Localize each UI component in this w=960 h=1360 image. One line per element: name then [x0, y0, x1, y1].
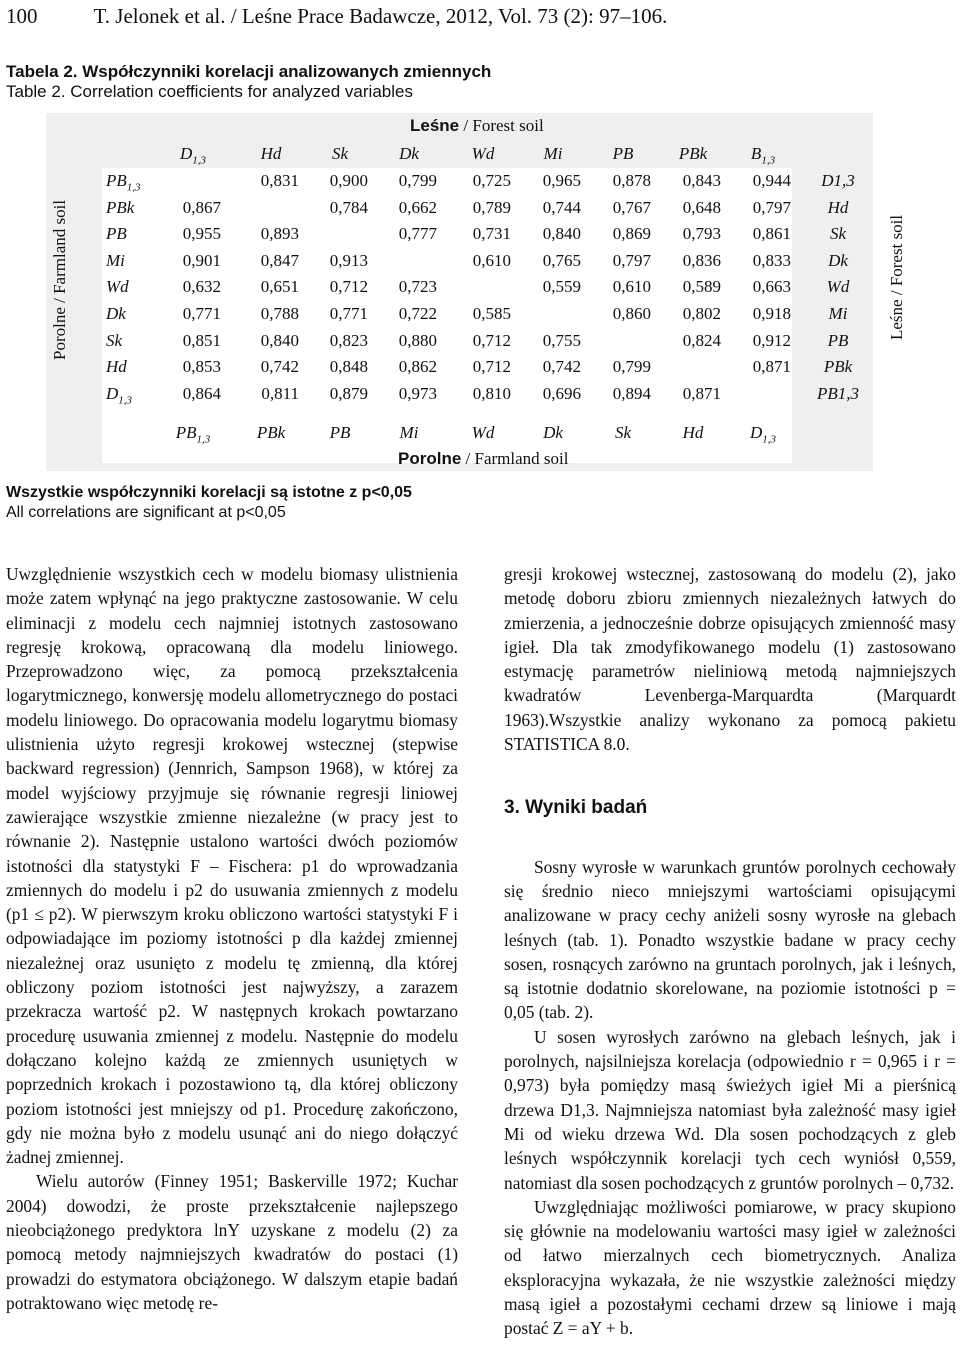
column-header-bottom: PB	[329, 423, 351, 442]
table-cell: 0,651	[260, 277, 299, 297]
table-cell: 0,742	[542, 357, 581, 377]
page-number: 100	[6, 4, 38, 28]
table-cell: 0,662	[398, 197, 437, 217]
table-cell: 0,777	[398, 224, 437, 244]
column-header-top: PB	[612, 144, 634, 163]
table-cell: 0,799	[612, 357, 651, 377]
column-header-top: $B_{1,3}$	[750, 144, 776, 167]
table-cell: 0,723	[398, 277, 437, 297]
row-label-right: D1,3	[821, 171, 855, 190]
row-label-left: $PB_{1,3}$	[106, 171, 141, 194]
left-text-column	[6, 562, 458, 1315]
row-label-right: PBk	[823, 357, 853, 377]
table-cell: 0,900	[329, 171, 368, 190]
row-label-left: PBk	[106, 197, 135, 217]
forest-soil-title: Leśne / Forest soil	[410, 116, 544, 135]
table-cell: 0,559	[542, 277, 581, 297]
table-cell: 0,663	[752, 277, 791, 297]
table-cell: 0,955	[182, 224, 221, 244]
row-label-left: $D_{1,3}$	[106, 383, 133, 407]
table-cell: 0,836	[682, 250, 721, 270]
table-cell: 0,771	[182, 304, 221, 323]
table-cell: 0,585	[472, 304, 511, 323]
column-header-top: Mi	[543, 144, 563, 163]
table-cell: 0,973	[398, 383, 437, 403]
table-caption-en: Table 2. Correlation coefficients for analyzed variables	[6, 82, 413, 101]
paragraph: Uwzględniając możliwości pomiarowe, w pracy skupiono się głównie na modelowaniu wartości masy igieł w zależności od łatwo mierzalnych cech biometrycznych. Analiza eksploracyjna wykazała, że nie wszystkie zależności między masą igieł a pozostałymi cechami drzew są liniowe i mają postać Z = aY + b.	[504, 1196, 956, 1339]
column-header-bottom: PBk	[256, 423, 286, 442]
row-label-left: Hd	[106, 357, 127, 377]
table-cell: 0,712	[329, 277, 368, 297]
table-cell: 0,848	[329, 357, 368, 377]
row-label-left: PB	[106, 224, 127, 244]
table-cell: 0,893	[260, 224, 299, 244]
table-cell: 0,879	[329, 383, 368, 403]
paragraph: U sosen wyrosłych zarówno na glebach leśnych, jak i porolnych, najsilniejsza korelacja (odpowiednio r = 0,965 i r = 0,973) była pomiędzy masą świeżych igieł Mi a pierśnicą drzewa D1,3. Najmniejsza natomiast była zależność masy igieł Mi od wieku drzewa Wd. Dla sosen pochodzących z gleb leśnych współczynnik korelacji tych cech wyniósł 0,559, natomiast dla sosen pochodzących z gruntów porolnych – 0,732.	[504, 1026, 956, 1193]
row-label-right: Dk	[828, 250, 848, 270]
table-cell: 0,871	[752, 357, 791, 377]
table-cell: 0,944	[752, 171, 791, 190]
table-cell: 0,840	[542, 224, 581, 244]
column-header-bottom: Dk	[543, 423, 563, 442]
column-header-top: Wd	[471, 144, 495, 163]
paragraph: Sosny wyrosłe w warunkach gruntów porolnych cechowały się średnio nieco mniejszymi wartościami opisującymi analizowane w pracy cechy aniżeli sosny wyrosłe na glebach leśnych (tab. 1). Ponadto wszystkie badane w pracy cechy sosen, rosnących zarówno na gruntach porolnych, jak i leśnych, są istotnie dodatnio skorelowane, na poziomie istotności p = 0,05 (tab. 2).	[504, 856, 956, 1023]
forest-side-label: Leśne / Forest soil	[887, 214, 906, 340]
table-cell: 0,913	[329, 250, 368, 270]
running-header	[6, 4, 667, 29]
table-cell: 0,797	[752, 197, 791, 217]
table-cell: 0,811	[261, 383, 299, 403]
table-cell: 0,810	[472, 383, 511, 403]
paragraph: Uwzględnienie wszystkich cech w modelu biomasy ulistnienia może zatem wpłynąć na jego praktyczne zastosowanie. W celu eliminacji z modelu cech najmniej istotnych zastosowano regresję krokową, opracowaną dla modelu liniowego. Przeprowadzono więc, za pomocą przekształcenia logarytmicznego, konwersję modelu allometrycznego do postaci modelu liniowego. Do opracowania modelu logarytmu biomasy ulistnienia użyto regresji krokowej wstecznej (stepwise backward regression) (Jennrich, Sampson 1968), w której za model wyjściowy przyjmuje się równanie regresji liniowej zawierające wszystkie zmienne niezależne (w pracy jest to równanie 2). Następnie ustalono wartości dwóch poziomów istotności dla statystyki F – Fischera: p1 do wprowadzania zmiennych do modelu i p2 do usuwania zmiennych z modelu (p1 ≤ p2). W pierwszym kroku obliczono wartości statystyki F i odpowiadające im poziomy istotności p dla każdej zmiennej niezależnej oraz usunięto z modelu tę zmienną, dla której obliczony poziom istotności jest najwyższy, a zarazem przekracza wartość p2. W następnych krokach powtarzano procedurę usuwania zmiennej z modelu. Następnie do modelu dołączano kolejno każdą ze zmiennych usuniętych w poprzednich krokach i pozostawiono tą, dla której obliczony poziom istotności jest mniejszy od p1. Procedurę zakończono, gdy nie można było z modelu usunąć ani do niego dołączyć żadnej zmiennej.	[6, 564, 458, 1168]
table-cell: 0,793	[682, 224, 721, 244]
farmland-soil-title: Porolne / Farmland soil	[398, 449, 569, 468]
table-cell: 0,831	[260, 171, 299, 190]
row-label-right: Sk	[829, 224, 847, 244]
table-note-pl: Wszystkie współczynniki korelacji są istotne z p<0,05	[6, 484, 412, 501]
table-cell: 0,789	[472, 197, 511, 217]
table-cell: 0,824	[682, 330, 721, 350]
column-header-bottom: Wd	[471, 423, 495, 442]
table-cell: 0,771	[329, 304, 368, 323]
column-header-top: PBk	[678, 144, 708, 163]
table-cell: 0,840	[260, 330, 299, 350]
table-cell: 0,755	[542, 330, 581, 350]
column-header-top: Sk	[331, 144, 349, 163]
column-header-top: Hd	[260, 144, 282, 163]
table-cell: 0,853	[182, 357, 221, 377]
table-cell: 0,869	[612, 224, 651, 244]
table-cell: 0,833	[752, 250, 791, 270]
table-cell: 0,965	[542, 171, 581, 190]
table-cell: 0,589	[682, 277, 721, 297]
table-cell: 0,860	[612, 304, 651, 323]
table-cell: 0,731	[472, 224, 511, 244]
column-header-bottom: Hd	[682, 423, 704, 442]
table-cell: 0,901	[182, 250, 221, 270]
table-cell: 0,851	[182, 330, 221, 350]
row-label-right: PB	[827, 330, 849, 350]
row-label-right: Wd	[826, 277, 850, 297]
table-cell: 0,610	[612, 277, 651, 297]
table-cell: 0,823	[329, 330, 368, 350]
table-cell: 0,799	[398, 171, 437, 190]
row-label-left: Wd	[106, 277, 129, 297]
table-cell: 0,880	[398, 330, 437, 350]
column-header-top: $D_{1,3}$	[179, 144, 207, 167]
table-cell: 0,765	[542, 250, 581, 270]
table-cell: 0,894	[612, 383, 651, 403]
row-label-right: Mi	[828, 304, 848, 323]
table-cell: 0,712	[472, 357, 511, 377]
table-caption-pl: Tabela 2. Współczynniki korelacji analizowanych zmiennych	[6, 62, 492, 81]
table-cell: 0,918	[752, 304, 791, 323]
column-header-bottom: Mi	[399, 423, 419, 442]
row-label-right: PB1,3	[816, 383, 860, 403]
table-cell: 0,744	[542, 197, 581, 217]
table-cell: 0,725	[472, 171, 511, 190]
table-cell: 0,648	[682, 197, 721, 217]
table-cell: 0,742	[260, 357, 299, 377]
table-cell: 0,797	[612, 250, 651, 270]
table-cell: 0,862	[398, 357, 437, 377]
column-header-top: Dk	[399, 144, 419, 163]
paragraph: gresji krokowej wstecznej, zastosowaną do modelu (2), jako metodę doboru zbioru zmiennych niezależnych łatwych do zmierzenia, a jednocześnie dobrze opisujących zmienność masy igieł. Dla tak zmodyfikowanego modelu (1) zastosowano estymację parametrów nieliniową metodą najmniejszych kwadratów Levenberga-Marquardta (Marquardt 1963).Wszystkie analizy wykonano za pomocą pakietu STATISTICA 8.0.	[504, 564, 956, 755]
table-cell: 0,632	[182, 277, 221, 297]
paragraph: Wielu autorów (Finney 1951; Baskerville 1972; Kuchar 2004) dowodzi, że proste przekształcenie najlepszego nieobciążonego predyktora lnY uzyskane z modelu (2) za pomocą metody najmniejszych kwadratów do postaci (1) prowadzi do estymatora obciążonego. W dalszym etapie badań potraktowano więc metodę re-	[6, 1171, 458, 1313]
table-cell: 0,712	[472, 330, 511, 350]
table-cell: 0,861	[752, 224, 791, 244]
table-cell: 0,864	[182, 383, 221, 403]
row-label-left: Dk	[106, 304, 126, 323]
row-label-right: Hd	[827, 197, 849, 217]
table-cell: 0,802	[682, 304, 721, 323]
farmland-side-label: Porolne / Farmland soil	[50, 199, 69, 360]
table-note-en: All correlations are significant at p<0,05	[6, 504, 286, 521]
table-cell: 0,871	[682, 383, 721, 403]
table-cell: 0,722	[398, 304, 437, 323]
column-header-bottom: $D_{1,3}$	[749, 423, 777, 446]
column-header-bottom: $PB_{1,3}$	[175, 423, 211, 446]
section-heading: 3. Wyniki badań	[504, 797, 648, 819]
table-cell: 0,788	[260, 304, 299, 323]
table-cell: 0,867	[182, 197, 221, 217]
table-cell: 0,784	[329, 197, 368, 217]
table-cell: 0,912	[752, 330, 791, 350]
table-cell: 0,696	[542, 383, 581, 403]
table-cell: 0,767	[612, 197, 651, 217]
table-cell: 0,610	[472, 250, 511, 270]
row-label-left: Sk	[106, 330, 123, 350]
table-cell: 0,843	[682, 171, 721, 190]
running-title: T. Jelonek et al. / Leśne Prace Badawcze, 2012, Vol. 73 (2): 97–106.	[93, 4, 668, 28]
row-label-left: Mi	[106, 250, 125, 270]
table-cell: 0,847	[260, 250, 299, 270]
table-cell: 0,878	[612, 171, 651, 190]
right-text-column	[504, 562, 956, 1341]
column-header-bottom: Sk	[614, 423, 632, 442]
